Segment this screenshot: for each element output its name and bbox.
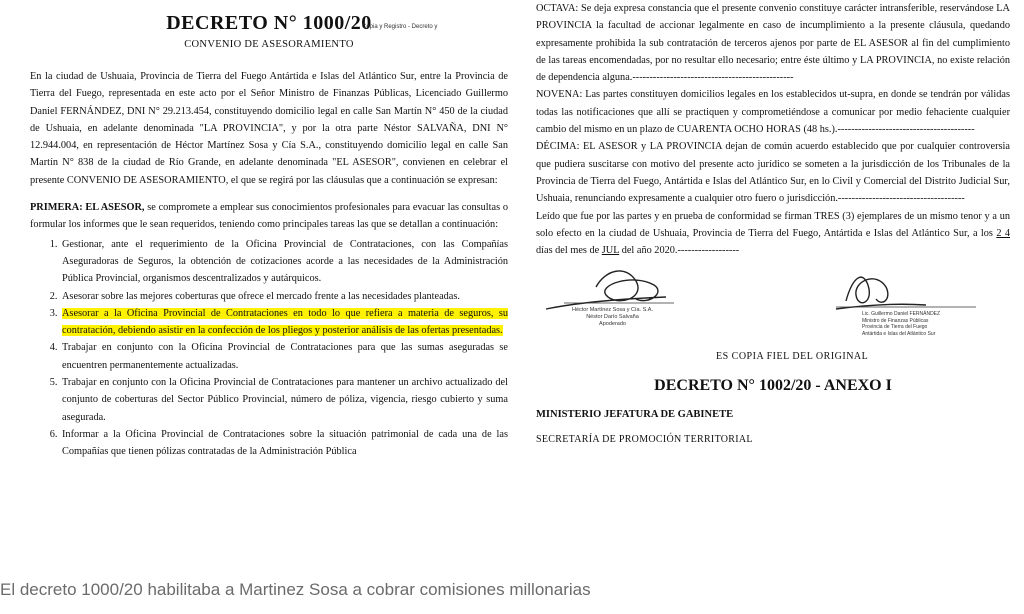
task-item: 4. Trabajar en conjunto con la Oficina Provincial de Contrataciones para que las sumas aseguradas se encuentren permanentemente actualizadas. (60, 339, 508, 374)
task-item: 1. Gestionar, ante el requerimiento de la Oficina Provincial de Contrataciones, con las Compañías Aseguradoras de Seguros, la obtención de cotizaciones acorde a las necesidades de la Administración Pública Provincial, organismos descentralizados y autárquicos. (60, 236, 508, 288)
task-list (30, 236, 508, 461)
intro-paragraph: En la ciudad de Ushuaia, Provincia de Tierra del Fuego Antártida e Islas del Atlántico Sur, entre la Provincia de Tierra del Fuego, representada en este acto por el Señor Ministro de Finanzas Públicas, Licenciado Guillermo Daniel FERNÁNDEZ, DNI N° 29.213.454, constituyendo domicilio legal en calle San Martín N° 450 de la ciudad de Ushuaia, en adelante denominada "LA PROVINCIA", y por la otra parte Néstor SALVAÑA, DNI N° 12.944.004, en representación de Héctor Martínez Sosa y Cía S.A., constituyendo domicilio legal en calle San Martín N° 838 de la ciudad de Río Grande, en adelante denominada "EL ASESOR", convienen en celebrar el presente CONVENIO DE ASESORAMIENTO, el que se regirá por las cláusulas que a continuación se expresan: (30, 71, 508, 186)
task-item: 6. Informar a la Oficina Provincial de Contrataciones sobre la situación patrimonial de cada una de las Compañías que tienen pólizas contratadas de la Administración Pública (60, 426, 508, 461)
decree-page-left (30, 0, 508, 556)
primera-text: se compromete a emplear sus conocimientos profesionales para evacuar las consultas o formular los informes que le sean requeridos, teniendo como principales tareas las que se detallan a continuación: (30, 202, 508, 231)
closing-day: 2 4 (996, 227, 1010, 239)
secretaria-heading: SECRETARÍA DE PROMOCIÓN TERRITORIAL (536, 434, 753, 446)
primera-heading: PRIMERA: EL ASESOR, (30, 202, 145, 214)
task-item-highlighted (60, 305, 508, 340)
primera-clause (30, 199, 508, 234)
octava-clause: OCTAVA: Se deja expresa constancia que el presente convenio constituye carácter intransferible, reservándose LA PROVINCIA la facultad de accionar legalmente en caso de incumplimiento a la presente cláusula, quedando expresamente prohibida la sub contratación de terceros ajenos por parte de EL ASESOR al fin del cumplimiento de las tareas encomendadas, por no resultar ello necesario; entre éste último y LA PROVINCIA, no existe relación de dependencia alguna.----------------------------------------------- (536, 3, 1010, 84)
anexo-title: DECRETO N° 1002/20 - ANEXO I (654, 377, 892, 395)
signature-area (536, 259, 1010, 371)
closing-paragraph: Leído que fue por las partes y en prueba de conformidad se firman TRES (3) ejemplares de un mismo tenor y a un solo efecto en la ciudad de Ushuaia, Provincia de Tierra del Fuego, Antártida e Islas del Atlántico Sur, a los 2 4 días del mes de JUL del año 2020.------------------ (536, 210, 1010, 257)
image-caption: El decreto 1000/20 habilitaba a Martinez Sosa a cobrar comisiones millonarias (0, 580, 591, 599)
decree-page-right (536, 0, 1010, 556)
agreement-subtitle: CONVENIO DE ASESORAMIENTO (184, 39, 354, 50)
ministerio-heading: MINISTERIO JEFATURA DE GABINETE (536, 409, 734, 421)
task-item: 2. Asesorar sobre las mejores coberturas que ofrece el mercado frente a las necesidades planteadas. (60, 288, 508, 305)
copy-stamp: ES COPIA FIEL DEL ORIGINAL (716, 351, 869, 363)
highlighted-text: Asesorar a la Oficina Provincial de Contrataciones en todo lo que refiera a materia de seguros, su contratación, debiendo asistir en la confección de los pliegos y posterior análisis de las ofertas presentadas. (62, 307, 508, 337)
decree-title: DECRETO N° 1000/20 (166, 12, 372, 34)
task-item: 5. Trabajar en conjunto con la Oficina Provincial de Contrataciones para mantener un archivo actualizado del conjunto de coberturas del Sector Público Provincial, número de póliza, vigencia, riesgo cubierto y suma asegurada. (60, 374, 508, 426)
decima-clause: DÉCIMA: EL ASESOR y LA PROVINCIA dejan de común acuerdo establecido que por cualquier controversia que pudiera suscitarse con motivo del presente acto jurídico se someten a la jurisdicción de los Tribunales de la Provincia de Tierra del Fuego, Antártida e Islas del Atlántico Sur, en lo Civil y Comercial del Distrito Judicial Sur, Ushuaia, renunciando expresamente a cualquier otro fuero o jurisdicción.------------------------------------- (536, 141, 1010, 205)
stamp-note: Copia y Registro - Decreto y (362, 24, 438, 30)
novena-clause: NOVENA: Las partes constituyen domicilios legales en los establecidos ut-supra, en donde se tendrán por válidas todas las notificaciones que allí se practiquen y comprometiéndose a comunicar por medio fehaciente cualquier cambio del mismo en un plazo de CUARENTA OCHO HORAS (48 hs.).---------------------------------------- (536, 89, 1010, 136)
right-signature-caption: Lic. Guillermo Daniel FERNÁNDEZ Ministro de Finanzas Públicas Provincia de Tierra del Fuego Antártida e Islas del Atlántico Sur (862, 311, 941, 337)
closing-month: JUL (601, 245, 620, 257)
left-signature-caption: Héctor Martínez Sosa y Cía. S.A. Néstor Darío Salvaña Apoderado (572, 307, 654, 328)
